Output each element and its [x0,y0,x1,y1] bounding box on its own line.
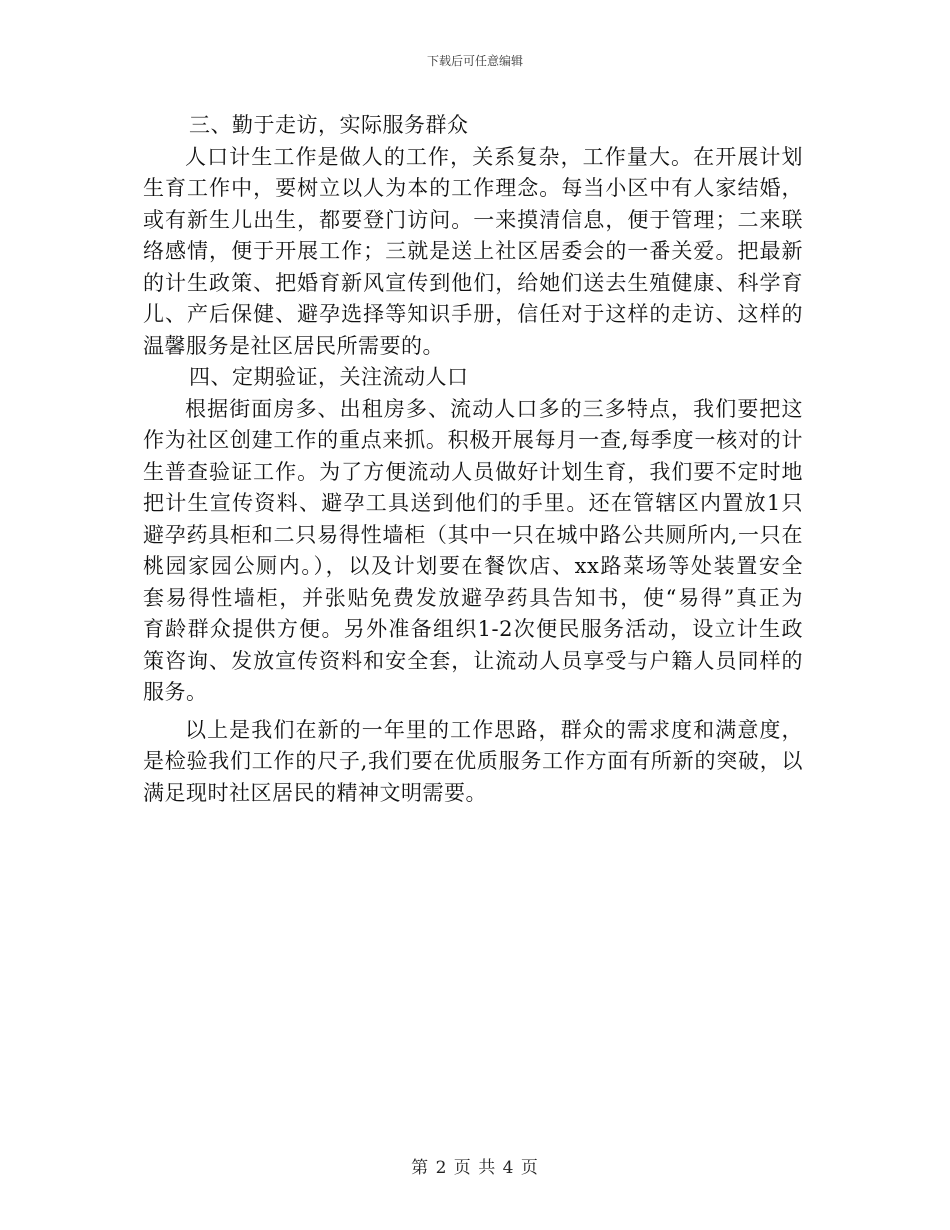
paragraph-line: 套易得性墙柜，并张贴免费发放避孕药具告知书，使“易得”真正为 [143,585,803,610]
paragraph-line: 根据街面房多、出租房多、流动人口多的三多特点，我们要把这 [185,396,803,421]
paragraph-line: 或有新生儿出生，都要登门访问。一来摸清信息，便于管理；二来联 [143,207,803,232]
paragraph-line: 生普查验证工作。为了方便流动人员做好计划生育，我们要不定时地 [143,459,803,484]
section-heading-4: 四、定期验证，关注流动人口 [189,365,469,389]
paragraph-line: 人口计生工作是做人的工作，关系复杂，工作量大。在开展计划 [185,144,803,169]
paragraph-line: 策咨询、发放宣传资料和安全套，让流动人员享受与户籍人员同样的 [143,648,803,673]
section-heading-3: 三、勤于走访，实际服务群众 [189,113,469,137]
paragraph-line: 桃园家园公厕内。），以及计划要在餐饮店、xx路菜场等处装置安全 [143,554,803,578]
paragraph-line: 满足现时社区居民的精神文明需要。 [143,780,487,805]
paragraph-line: 络感情，便于开展工作；三就是送上社区居委会的一番关爱。把最新 [143,239,803,263]
paragraph-line: 是检验我们工作的尺子,我们要在优质服务工作方面有所新的突破，以 [143,749,803,773]
paragraph-line: 的计生政策、把婚育新风宣传到他们，给她们送去生殖健康、科学育 [143,270,803,295]
document-body [143,110,803,809]
paragraph-line: 育龄群众提供方便。另外准备组织1-2次便民服务活动，设立计生政 [143,617,803,641]
paragraph-line: 服务。 [143,680,208,704]
page-number: 第 2 页 共 4 页 [411,1158,539,1178]
paragraph-line: 生育工作中，要树立以人为本的工作理念。每当小区中有人家结婚， [143,176,803,200]
paragraph-line: 作为社区创建工作的重点来抓。积极开展每月一查,每季度一核对的计 [143,428,803,452]
page-header-note: 下载后可任意编辑 [426,54,523,68]
paragraph-line: 温馨服务是社区居民所需要的。 [143,333,444,358]
paragraph-line: 把计生宣传资料、避孕工具送到他们的手里。还在管辖区内置放1只 [143,491,803,515]
paragraph-line: 儿、产后保健、避孕选择等知识手册，信任对于这样的走访、这样的 [143,302,803,326]
paragraph-line: 以上是我们在新的一年里的工作思路，群众的需求度和满意度， [185,717,803,742]
paragraph-line: 避孕药具柜和二只易得性墙柜（其中一只在城中路公共厕所内,一只在 [143,522,803,547]
